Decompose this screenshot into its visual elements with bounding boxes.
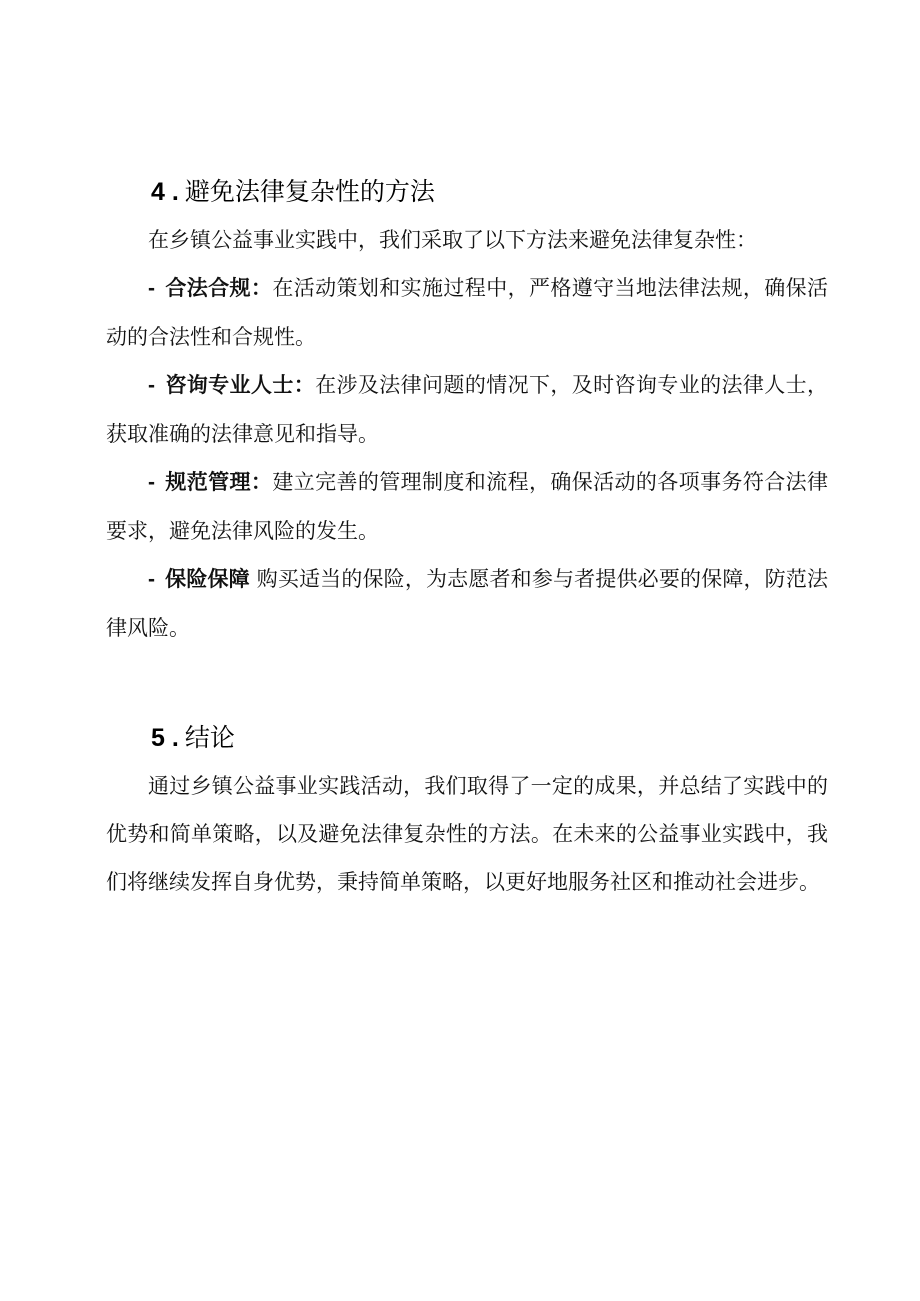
list-item: [106, 555, 828, 652]
section-5-title: 结论: [184, 723, 235, 752]
section-5-body: 通过乡镇公益事业实践活动，我们取得了一定的成果，并总结了实践中的优势和简单策略，以及避免法律复杂性的方法。在未来的公益事业实践中，我们将继续发挥自身优势，秉持简单策略，以更好地服务社区和推动社会进步。: [106, 774, 828, 894]
document-content: [106, 168, 828, 906]
section-4-intro: 在乡镇公益事业实践中，我们采取了以下方法来避免法律复杂性：: [148, 228, 757, 252]
list-item: [106, 458, 828, 555]
section-4-title: 避免法律复杂性的方法: [184, 177, 435, 206]
list-dash: -: [148, 471, 155, 494]
list-item-term: 规范管理：: [165, 470, 273, 494]
list-item-term: 咨询专业人士：: [165, 373, 316, 397]
list-dash: -: [148, 277, 155, 300]
list-item-text: 购买适当的保险，为志愿者和参与者提供必要的保障，防范法律风险。: [106, 567, 829, 640]
section-4-number: 4 .: [151, 178, 179, 206]
list-dash: -: [148, 374, 155, 397]
list-item-term: 保险保障: [165, 567, 250, 591]
list-dash: -: [148, 568, 155, 591]
section-4-heading: [106, 168, 828, 216]
section-5-heading: [106, 714, 828, 762]
list-item: [106, 361, 828, 458]
list-item-text: 在活动策划和实施过程中，严格遵守当地法律法规，确保活动的合法性和合规性。: [106, 276, 829, 349]
list-item: [106, 264, 828, 361]
section-spacer: [106, 652, 828, 714]
section-5-number: 5 .: [151, 724, 179, 752]
list-item-term: 合法合规：: [165, 276, 273, 300]
list-item-text: 建立完善的管理制度和流程，确保活动的各项事务符合法律要求，避免法律风险的发生。: [106, 470, 829, 543]
list-item-text: 在涉及法律问题的情况下，及时咨询专业的法律人士，获取准确的法律意见和指导。: [106, 373, 829, 446]
